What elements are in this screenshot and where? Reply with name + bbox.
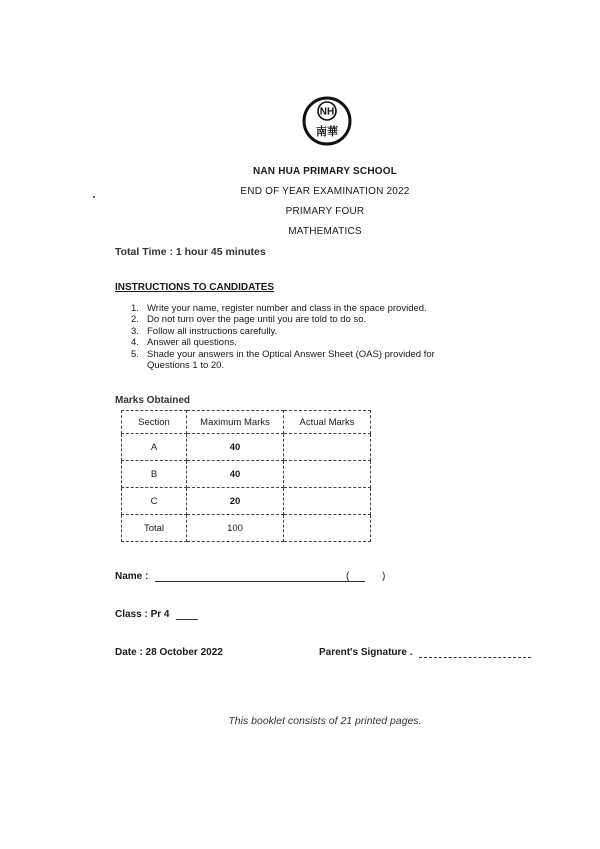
instruction-item xyxy=(131,337,447,348)
instruction-number: 2. xyxy=(131,314,139,326)
signature-field xyxy=(319,647,531,658)
instructions-list xyxy=(131,303,447,371)
max-marks-cell: 20 xyxy=(187,488,284,515)
instruction-text: Shade your answers in the Optical Answer Sheet (OAS) provided for Questions 1 to 20. xyxy=(147,348,435,372)
register-number-open: ( xyxy=(346,571,350,582)
total-time: Total Time : 1 hour 45 minutes xyxy=(115,246,266,258)
class-input-line[interactable] xyxy=(176,609,198,620)
section-cell: Total xyxy=(122,515,187,542)
instruction-text: Write your name, register number and class in the space provided. xyxy=(147,303,427,314)
actual-marks-cell[interactable] xyxy=(284,515,371,542)
column-header-section: Section xyxy=(122,411,187,434)
max-marks-cell: 40 xyxy=(187,434,284,461)
instructions-title: INSTRUCTIONS TO CANDIDATES xyxy=(115,282,275,293)
marks-title: Marks Obtained xyxy=(115,395,191,406)
subject-title: MATHEMATICS xyxy=(288,226,362,237)
name-label: Name : xyxy=(115,571,149,582)
instruction-item xyxy=(131,349,447,372)
class-label: Class : Pr 4 xyxy=(115,609,170,620)
instruction-item xyxy=(131,326,447,337)
school-crest-icon xyxy=(302,96,352,146)
page-count-note: This booklet consists of 21 printed pages. xyxy=(228,715,422,727)
school-logo xyxy=(302,96,352,146)
section-cell: A xyxy=(122,434,187,461)
level-title: PRIMARY FOUR xyxy=(285,206,365,217)
instruction-item xyxy=(131,303,447,314)
actual-marks-cell[interactable] xyxy=(284,488,371,515)
max-marks-cell: 100 xyxy=(187,515,284,542)
class-field xyxy=(115,609,198,620)
table-row xyxy=(122,515,371,542)
signature-input-line[interactable] xyxy=(419,647,531,658)
max-marks-cell: 40 xyxy=(187,461,284,488)
column-header-actual: Actual Marks xyxy=(284,411,371,434)
instruction-text: Follow all instructions carefully. xyxy=(147,325,278,337)
stray-mark xyxy=(93,196,95,198)
date-text: Date : 28 October 2022 xyxy=(115,647,223,658)
school-name: NAN HUA PRIMARY SCHOOL xyxy=(252,166,398,177)
instruction-item xyxy=(131,314,447,325)
table-row xyxy=(122,461,371,488)
instruction-number: 3. xyxy=(131,325,139,337)
exam-title: END OF YEAR EXAMINATION 2022 xyxy=(240,186,410,197)
instruction-number: 5. xyxy=(131,348,139,360)
section-cell: C xyxy=(122,488,187,515)
name-field xyxy=(115,571,365,582)
svg-text:NH: NH xyxy=(319,106,335,118)
section-cell: B xyxy=(122,461,187,488)
table-row xyxy=(122,434,371,461)
signature-label: Parent's Signature . xyxy=(319,647,413,658)
instruction-text: Do not turn over the page until you are told to do so. xyxy=(147,314,367,326)
name-input-line[interactable] xyxy=(155,571,365,582)
instruction-number: 4. xyxy=(131,337,139,349)
actual-marks-cell[interactable] xyxy=(284,434,371,461)
instruction-number: 1. xyxy=(131,303,139,314)
marks-table xyxy=(121,410,371,542)
actual-marks-cell[interactable] xyxy=(284,461,371,488)
column-header-maximum: Maximum Marks xyxy=(187,411,284,434)
svg-text:南華: 南華 xyxy=(316,125,338,138)
table-row xyxy=(122,488,371,515)
instruction-text: Answer all questions. xyxy=(147,337,237,349)
register-number-close: ) xyxy=(382,571,386,582)
table-header-row xyxy=(122,411,371,434)
